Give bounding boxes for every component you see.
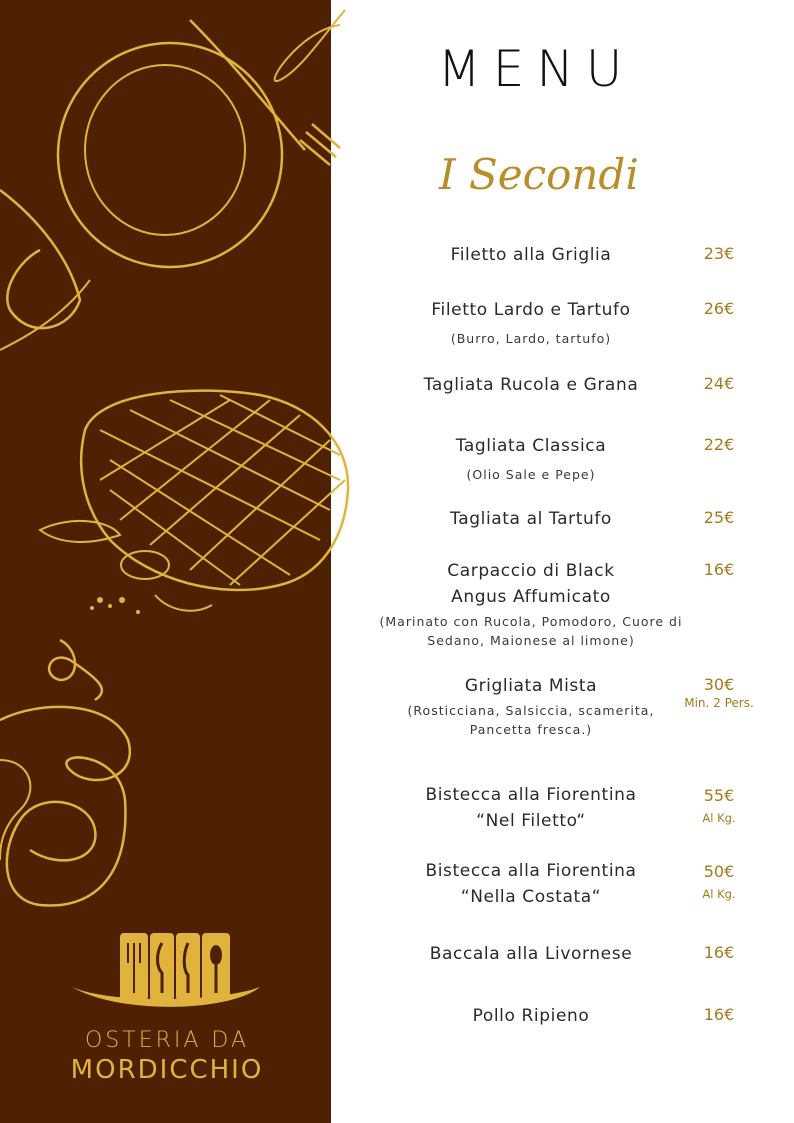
item-price: 16€	[703, 560, 735, 579]
menu-item	[381, 297, 681, 348]
item-price: 55€ Al Kg.	[702, 786, 736, 825]
item-description: (Olio Sale e Pepe)	[466, 467, 596, 482]
logo-line-1: OSTERIA DA	[84, 1028, 250, 1053]
item-name: Filetto Lardo e Tartufo	[431, 300, 631, 320]
menu-title: MENU	[437, 40, 635, 98]
steak-illustration	[40, 391, 348, 614]
logo-line-2: MORDICCHIO	[70, 1055, 264, 1085]
item-name: Tagliata al Tartufo	[450, 509, 612, 529]
menu-item	[381, 673, 681, 739]
menu-item	[381, 433, 681, 484]
item-name: Pollo Ripieno	[472, 1006, 590, 1026]
plate-icon	[33, 18, 307, 292]
item-name: Bistecca alla Fiorentina “Nel Filetto“	[425, 785, 637, 831]
item-price: 26€	[703, 299, 735, 318]
item-price: 30€ Min. 2 Pers.	[684, 675, 754, 710]
fork-icon	[190, 10, 345, 165]
item-description: (Marinato con Rucola, Pomodoro, Cuore di Sedano, Maionese al limone)	[379, 614, 683, 648]
menu-item	[381, 782, 681, 834]
section-title: I Secondi	[439, 150, 639, 199]
item-name: Tagliata Rucola e Grana	[423, 375, 639, 395]
left-decor-panel	[0, 0, 331, 1123]
menu-item	[381, 558, 681, 650]
item-price: 23€	[703, 244, 735, 263]
menu-item	[381, 372, 681, 398]
item-name: Carpaccio di Black Angus Affumicato	[447, 561, 615, 607]
item-name: Tagliata Classica	[455, 436, 607, 456]
restaurant-logo	[62, 1024, 272, 1085]
line-art-illustrations	[0, 0, 360, 1123]
item-description: (Rosticciana, Salsiccia, scamerita, Pancetta fresca.)	[407, 703, 655, 737]
item-price: 16€	[703, 1005, 735, 1024]
item-price: 25€	[703, 508, 735, 527]
item-price: 22€	[703, 435, 735, 454]
item-name: Filetto alla Griglia	[450, 245, 612, 265]
menu-item	[381, 506, 681, 532]
menu-item	[381, 941, 681, 967]
menu-content	[331, 0, 794, 1123]
menu-item	[381, 1003, 681, 1029]
item-name: Bistecca alla Fiorentina “Nella Costata“	[425, 861, 637, 907]
item-description: (Burro, Lardo, tartufo)	[450, 331, 612, 346]
item-price: 16€	[703, 943, 735, 962]
item-price: 24€	[703, 374, 735, 393]
item-name: Grigliata Mista	[464, 676, 598, 696]
logo-emblem	[120, 933, 230, 1001]
item-price: 50€ Al Kg.	[702, 862, 736, 901]
board-line-art	[0, 640, 130, 906]
menu-item	[381, 242, 681, 268]
menu-item	[381, 858, 681, 910]
item-name: Baccala alla Livornese	[429, 944, 633, 964]
knife-icon	[0, 190, 90, 350]
